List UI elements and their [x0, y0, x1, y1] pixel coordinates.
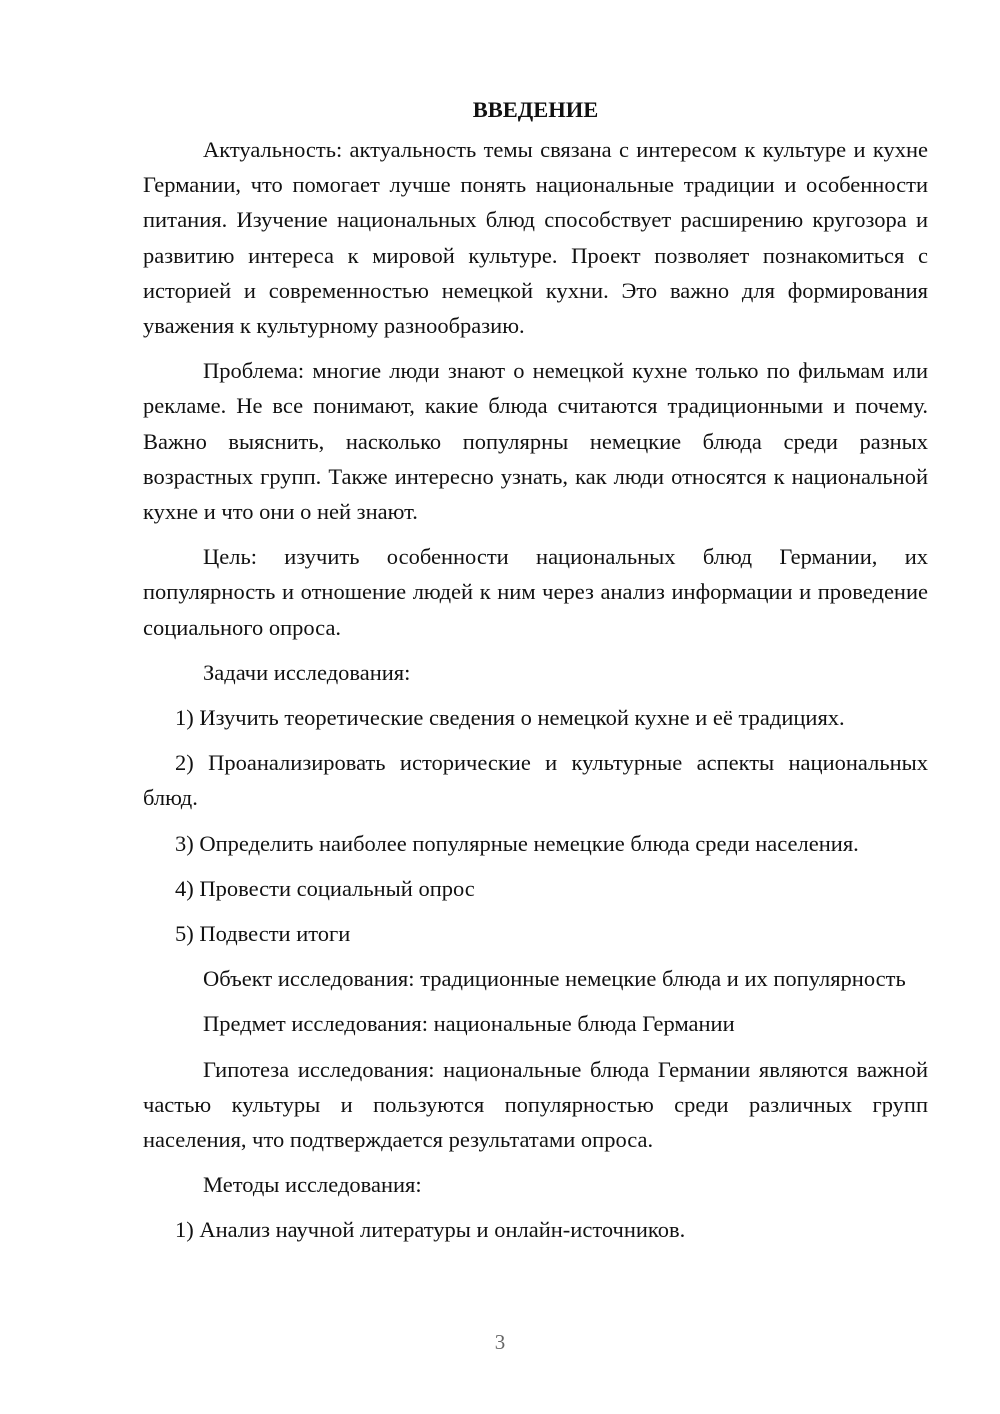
- task-item: 2) Проанализировать исторические и культурные аспекты национальных блюд.: [143, 750, 928, 811]
- task-item: 5) Подвести итоги: [175, 921, 351, 947]
- methods-heading: Методы исследования:: [203, 1172, 422, 1198]
- relevance-paragraph: Актуальность: актуальность темы связана с интересом к культуре и кухне Германии, что помогает лучше понять национальные традиции и особенности питания. Изучение национальных блюд способствует расширению кругозора и развитию интереса к мировой культуре. Проект позволяет познакомиться с историей и современностью немецкой кухни. Это важно для формирования уважения к культурному разнообразию.: [143, 137, 928, 339]
- tasks-list: [143, 700, 928, 951]
- methods-list: [143, 1212, 928, 1247]
- problem-paragraph: Проблема: многие люди знают о немецкой кухне только по фильмам или рекламе. Не все понимают, какие блюда считаются традиционными и почему. Важно выяснить, насколько популярны немецкие блюда среди разных возрастных групп. Также интересно узнать, как люди относятся к национальной кухне и что они о ней знают.: [143, 358, 928, 525]
- task-item: 3) Определить наиболее популярные немецкие блюда среди населения.: [175, 830, 859, 856]
- task-item: 1) Изучить теоретические сведения о немецкой кухне и её традициях.: [175, 705, 845, 731]
- page-number: 3: [494, 1330, 506, 1354]
- subject-paragraph: Предмет исследования: национальные блюда Германии: [203, 1011, 735, 1037]
- object-paragraph: Объект исследования: традиционные немецкие блюда и их популярность: [203, 966, 906, 992]
- task-item: 4) Провести социальный опрос: [175, 875, 475, 901]
- section-title: ВВЕДЕНИЕ: [472, 97, 599, 122]
- document-page: [143, 92, 928, 1258]
- tasks-heading: Задачи исследования:: [203, 659, 411, 685]
- hypothesis-paragraph: Гипотеза исследования: национальные блюда Германии являются важной частью культуры и пользуются популярностью среди различных групп населения, что подтверждается результатами опроса.: [143, 1056, 928, 1153]
- goal-paragraph: Цель: изучить особенности национальных блюд Германии, их популярность и отношение людей к ним через анализ информации и проведение социального опроса.: [143, 544, 928, 640]
- method-item: 1) Анализ научной литературы и онлайн-источников.: [175, 1217, 686, 1243]
